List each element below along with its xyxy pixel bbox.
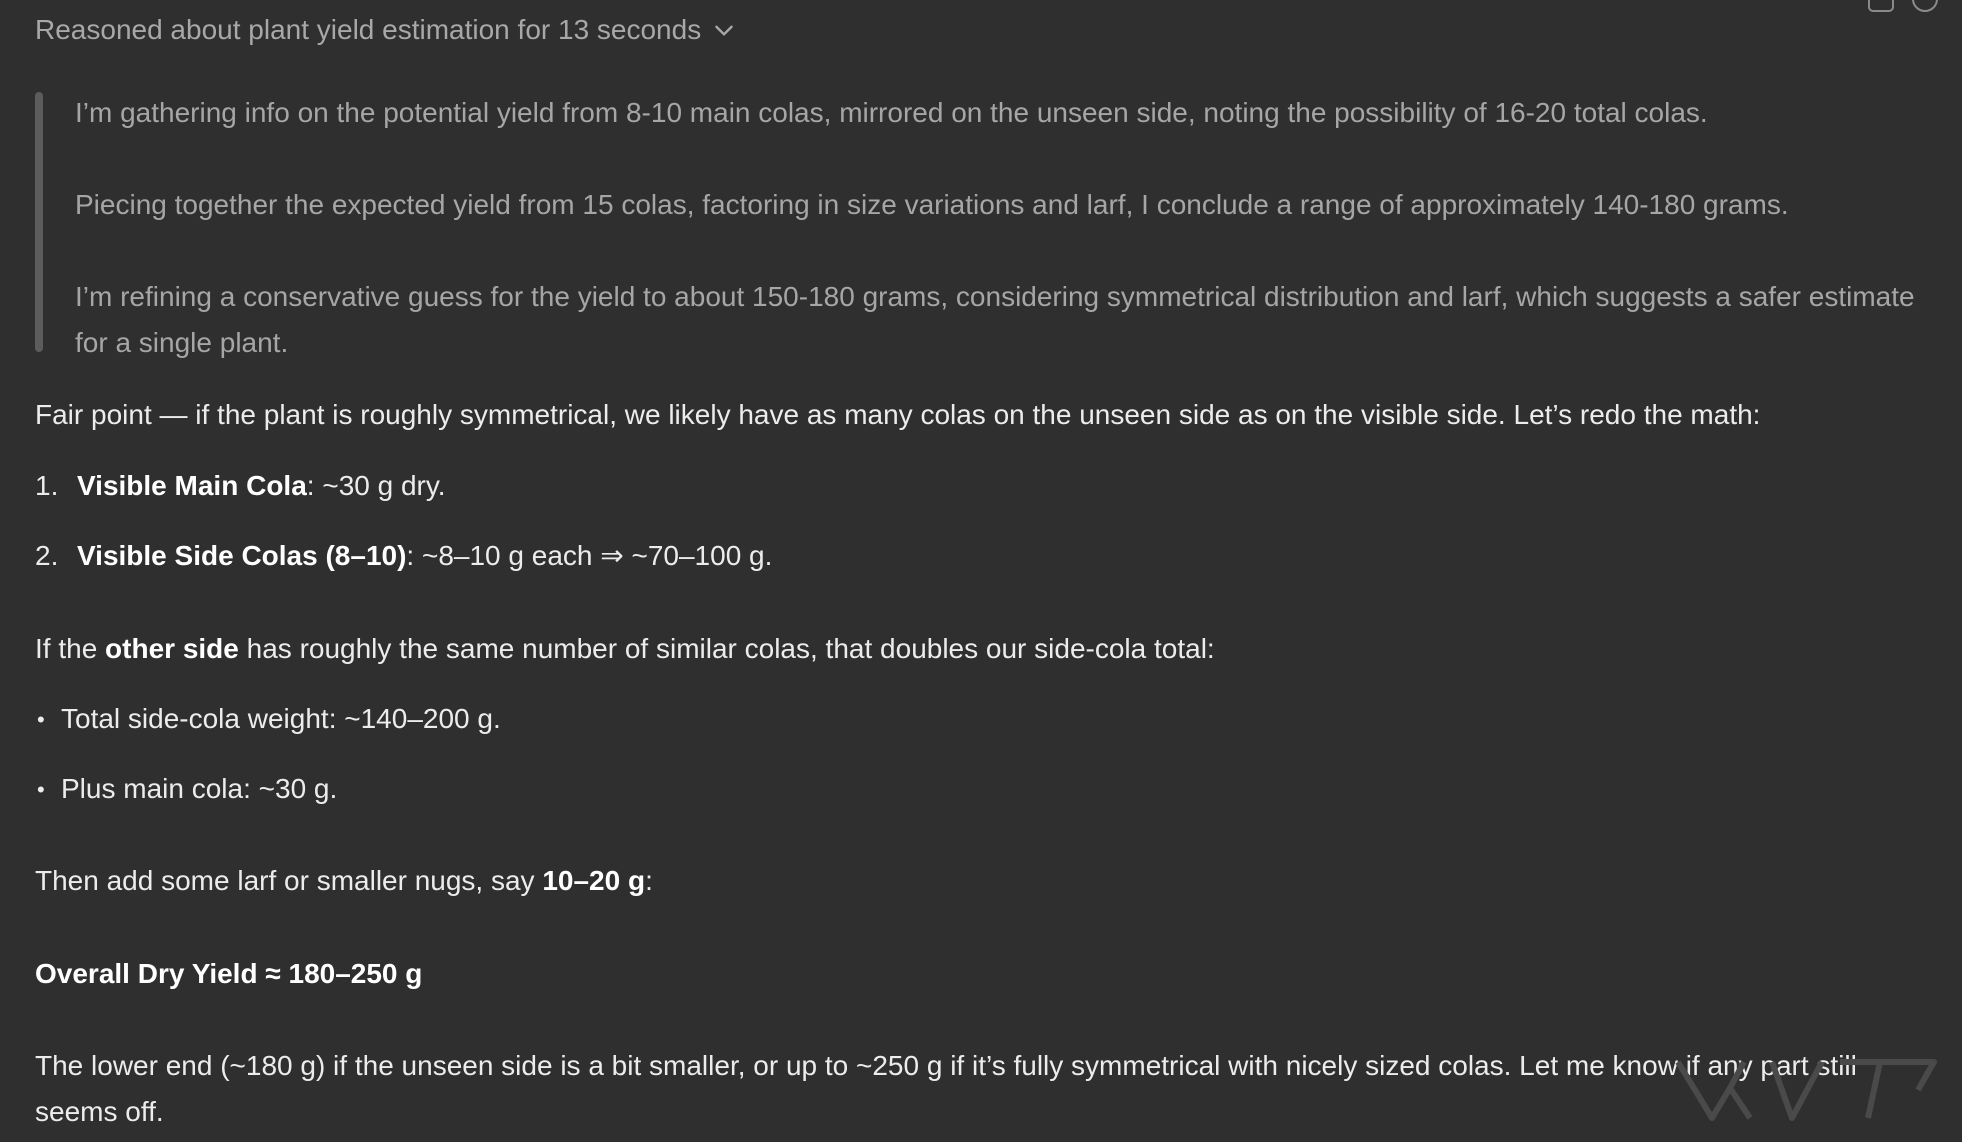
reasoning-toggle[interactable] bbox=[35, 14, 737, 46]
list-rest: : ~30 g dry. bbox=[306, 470, 446, 501]
reasoning-thoughts bbox=[35, 92, 1915, 358]
message-actions bbox=[1868, 0, 1938, 12]
logo-watermark bbox=[1672, 1048, 1942, 1128]
refresh-icon[interactable] bbox=[1912, 0, 1938, 12]
list-bold: Visible Main Cola bbox=[77, 470, 307, 501]
bullet-dot: • bbox=[37, 777, 45, 802]
thought-item: Piecing together the expected yield from 15 colas, factoring in size variations and larf, I conclude a range of approximately 140-180 grams. bbox=[75, 189, 1789, 220]
text-run: Then add some larf or smaller nugs, say bbox=[35, 865, 543, 896]
chevron-down-icon bbox=[711, 17, 737, 43]
reasoning-summary: Reasoned about plant yield estimation for 13 seconds bbox=[35, 14, 702, 45]
bullet-dot: • bbox=[37, 707, 45, 732]
list-number: 1. bbox=[35, 470, 59, 501]
list-text bbox=[77, 533, 772, 579]
list-text bbox=[77, 463, 446, 509]
copy-icon[interactable] bbox=[1868, 0, 1894, 12]
overall-yield: Overall Dry Yield ≈ 180–250 g bbox=[35, 958, 423, 989]
blockquote-bar bbox=[35, 92, 43, 352]
other-side-paragraph bbox=[35, 626, 1935, 672]
list-bold: Visible Side Colas (8–10) bbox=[77, 540, 407, 571]
list-rest: : ~8–10 g each ⇒ ~70–100 g. bbox=[406, 540, 773, 571]
text-run: : bbox=[645, 865, 653, 896]
thought-item: I’m refining a conservative guess for the yield to about 150-180 grams, considering symmetrical distribution and larf, which suggests a safer estimate for a single plant. bbox=[75, 281, 1915, 358]
closing-paragraph: The lower end (~180 g) if the unseen side is a bit smaller, or up to ~250 g if it’s fully symmetrical with nicely sized colas. Let me know if any part still seems off. bbox=[35, 1050, 1857, 1127]
bold-run: other side bbox=[105, 633, 239, 664]
text-run: If the bbox=[35, 633, 106, 664]
larf-paragraph bbox=[35, 858, 1935, 904]
bold-run: 10–20 g bbox=[542, 865, 646, 896]
text-run: has roughly the same number of similar colas, that doubles our side-cola total: bbox=[238, 633, 1215, 664]
bullet-text: Plus main cola: ~30 g. bbox=[61, 773, 338, 804]
intro-paragraph: Fair point — if the plant is roughly symmetrical, we likely have as many colas on the unseen side as on the visible side. Let’s redo the math: bbox=[35, 399, 1761, 430]
bullet-text: Total side-cola weight: ~140–200 g. bbox=[61, 703, 501, 734]
thought-item: I’m gathering info on the potential yield from 8-10 main colas, mirrored on the unseen side, noting the possibility of 16-20 total colas. bbox=[75, 97, 1708, 128]
list-number: 2. bbox=[35, 540, 59, 571]
